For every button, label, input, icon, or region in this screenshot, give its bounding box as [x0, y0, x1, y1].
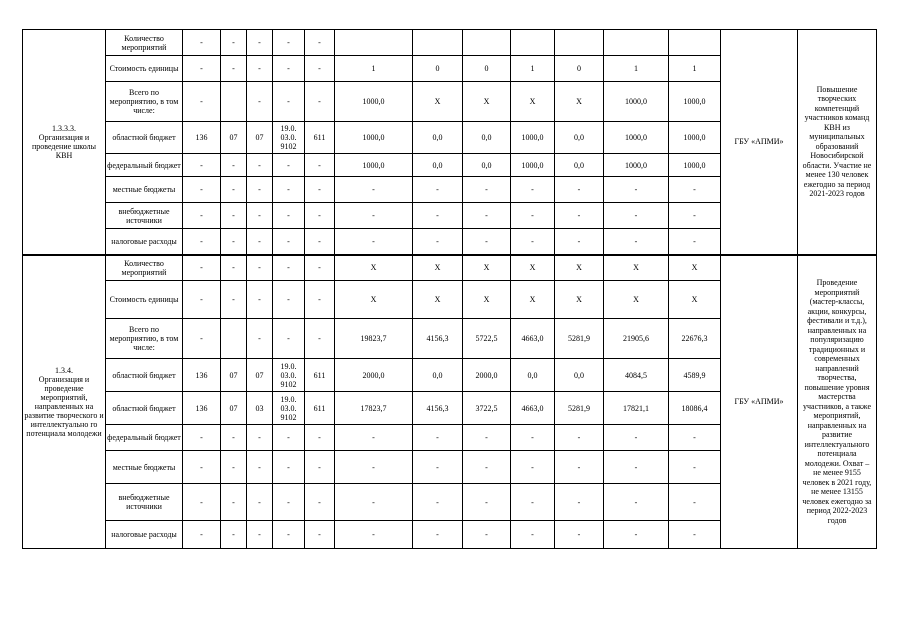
- value-cell: -: [604, 451, 669, 484]
- value-cell: -: [555, 484, 604, 521]
- value-cell: 0,0: [413, 122, 463, 154]
- value-cell: 19823,7: [335, 319, 413, 359]
- value-cell: 0: [463, 56, 511, 82]
- row-label-cell: федеральный бюджет: [106, 425, 183, 451]
- value-cell: -: [335, 203, 413, 229]
- value-cell: -: [604, 521, 669, 549]
- row-label-cell: налоговые расходы: [106, 229, 183, 255]
- value-cell: X: [604, 281, 669, 319]
- budget-code-cell: -: [247, 177, 273, 203]
- budget-code-cell: -: [305, 30, 335, 56]
- value-cell: 1000,0: [511, 122, 555, 154]
- value-cell: 1000,0: [604, 154, 669, 177]
- budget-code-cell: 03: [247, 392, 273, 425]
- value-cell: -: [669, 521, 721, 549]
- budget-code-cell: -: [247, 82, 273, 122]
- value-cell: X: [463, 255, 511, 281]
- budget-code-cell: -: [247, 319, 273, 359]
- budget-code-cell: 611: [305, 359, 335, 392]
- budget-code-cell: -: [273, 281, 305, 319]
- value-cell: -: [604, 484, 669, 521]
- value-cell: X: [555, 82, 604, 122]
- budget-code-cell: -: [183, 203, 221, 229]
- measure-name-cell: 1.3.3.3. Организация и проведение школы КВН: [23, 30, 106, 255]
- budget-code-cell: -: [183, 451, 221, 484]
- budget-code-cell: 07: [221, 122, 247, 154]
- value-cell: -: [335, 177, 413, 203]
- budget-code-cell: -: [221, 203, 247, 229]
- budget-code-cell: -: [273, 154, 305, 177]
- value-cell: 1000,0: [669, 154, 721, 177]
- value-cell: -: [463, 484, 511, 521]
- budget-code-cell: -: [247, 154, 273, 177]
- value-cell: 0,0: [413, 154, 463, 177]
- budget-table-body: [23, 30, 877, 549]
- table-row: [23, 30, 877, 56]
- budget-code-cell: -: [305, 255, 335, 281]
- value-cell: -: [669, 484, 721, 521]
- budget-code-cell: 19.0. 03.0. 9102: [273, 392, 305, 425]
- budget-code-cell: -: [247, 203, 273, 229]
- budget-code-cell: -: [221, 425, 247, 451]
- budget-code-cell: -: [221, 30, 247, 56]
- value-cell: 1: [604, 56, 669, 82]
- value-cell: X: [335, 281, 413, 319]
- value-cell: -: [463, 521, 511, 549]
- value-cell: 1000,0: [335, 154, 413, 177]
- value-cell: X: [669, 281, 721, 319]
- budget-code-cell: -: [273, 56, 305, 82]
- value-cell: -: [511, 484, 555, 521]
- value-cell: -: [511, 451, 555, 484]
- value-cell: 4589,9: [669, 359, 721, 392]
- value-cell: -: [511, 177, 555, 203]
- budget-code-cell: 136: [183, 122, 221, 154]
- value-cell: 2000,0: [463, 359, 511, 392]
- budget-code-cell: 07: [221, 359, 247, 392]
- budget-code-cell: -: [247, 484, 273, 521]
- value-cell: -: [604, 177, 669, 203]
- budget-code-cell: -: [273, 484, 305, 521]
- budget-code-cell: 136: [183, 359, 221, 392]
- value-cell: X: [511, 281, 555, 319]
- value-cell: X: [335, 255, 413, 281]
- budget-code-cell: 19.0. 03.0. 9102: [273, 122, 305, 154]
- value-cell: -: [463, 177, 511, 203]
- value-cell: 17821,1: [604, 392, 669, 425]
- value-cell: -: [555, 425, 604, 451]
- budget-code-cell: -: [247, 425, 273, 451]
- budget-code-cell: -: [183, 255, 221, 281]
- budget-code-cell: -: [305, 521, 335, 549]
- budget-code-cell: -: [273, 319, 305, 359]
- budget-code-cell: -: [221, 451, 247, 484]
- budget-code-cell: [221, 82, 247, 122]
- value-cell: [463, 30, 511, 56]
- value-cell: X: [555, 281, 604, 319]
- budget-code-cell: -: [221, 177, 247, 203]
- budget-code-cell: -: [247, 521, 273, 549]
- value-cell: 1: [335, 56, 413, 82]
- budget-code-cell: 07: [221, 392, 247, 425]
- budget-code-cell: -: [305, 319, 335, 359]
- value-cell: -: [335, 484, 413, 521]
- value-cell: -: [463, 229, 511, 255]
- value-cell: -: [555, 177, 604, 203]
- budget-code-cell: -: [183, 177, 221, 203]
- value-cell: [604, 30, 669, 56]
- budget-code-cell: -: [247, 255, 273, 281]
- value-cell: [669, 30, 721, 56]
- budget-code-cell: -: [305, 56, 335, 82]
- value-cell: 4156,3: [413, 392, 463, 425]
- budget-code-cell: -: [247, 281, 273, 319]
- value-cell: 1000,0: [669, 82, 721, 122]
- value-cell: -: [413, 203, 463, 229]
- value-cell: 21905,6: [604, 319, 669, 359]
- budget-code-cell: 07: [247, 122, 273, 154]
- value-cell: [413, 30, 463, 56]
- value-cell: 17823,7: [335, 392, 413, 425]
- budget-code-cell: -: [305, 229, 335, 255]
- budget-code-cell: -: [305, 154, 335, 177]
- expected-result-cell: Повышение творческих компетенций участников команд КВН из муниципальных образований Новосибирской области. Участие не менее 130 человек ежегодно за период 2021-2023 годов: [798, 30, 877, 255]
- value-cell: 22676,3: [669, 319, 721, 359]
- value-cell: -: [335, 425, 413, 451]
- budget-code-cell: -: [273, 203, 305, 229]
- value-cell: 1000,0: [604, 82, 669, 122]
- budget-code-cell: -: [273, 177, 305, 203]
- budget-code-cell: -: [273, 521, 305, 549]
- budget-code-cell: -: [183, 484, 221, 521]
- expected-result-cell: Проведение мероприятий (мастер-классы, акции, конкурсы, фестивали и т.д.), направленных на популяризацию традиционных и современных направлений творчества, повышение уровня мастерства участников, а также мероприятий, направленных на развитие интеллектуального потенциала молодежи. Охват – не менее 9155 человек в 2021 году, не менее 13155 человек ежегодно за период 2022-2023 годов: [798, 255, 877, 549]
- row-label-cell: внебюджетные источники: [106, 203, 183, 229]
- row-label-cell: областной бюджет: [106, 359, 183, 392]
- value-cell: 4084,5: [604, 359, 669, 392]
- value-cell: 0: [413, 56, 463, 82]
- value-cell: 1000,0: [669, 122, 721, 154]
- value-cell: 1: [511, 56, 555, 82]
- executor-cell: ГБУ «АПМИ»: [721, 255, 798, 549]
- budget-code-cell: -: [273, 30, 305, 56]
- budget-code-cell: -: [305, 451, 335, 484]
- value-cell: X: [413, 82, 463, 122]
- budget-code-cell: -: [273, 82, 305, 122]
- value-cell: 2000,0: [335, 359, 413, 392]
- row-label-cell: местные бюджеты: [106, 451, 183, 484]
- executor-cell: ГБУ «АПМИ»: [721, 30, 798, 255]
- budget-code-cell: -: [305, 203, 335, 229]
- budget-code-cell: -: [221, 154, 247, 177]
- value-cell: X: [511, 82, 555, 122]
- value-cell: X: [669, 255, 721, 281]
- budget-code-cell: 19.0. 03.0. 9102: [273, 359, 305, 392]
- value-cell: -: [463, 451, 511, 484]
- value-cell: 1000,0: [335, 122, 413, 154]
- budget-code-cell: -: [221, 255, 247, 281]
- value-cell: 0,0: [463, 154, 511, 177]
- row-label-cell: Стоимость единицы: [106, 56, 183, 82]
- value-cell: -: [669, 425, 721, 451]
- value-cell: -: [335, 451, 413, 484]
- value-cell: 0,0: [555, 359, 604, 392]
- budget-code-cell: -: [305, 484, 335, 521]
- budget-code-cell: 136: [183, 392, 221, 425]
- value-cell: 5722,5: [463, 319, 511, 359]
- value-cell: -: [463, 425, 511, 451]
- value-cell: -: [413, 484, 463, 521]
- budget-code-cell: 611: [305, 122, 335, 154]
- row-label-cell: федеральный бюджет: [106, 154, 183, 177]
- value-cell: 4663,0: [511, 319, 555, 359]
- row-label-cell: Всего по мероприятию, в том числе:: [106, 82, 183, 122]
- budget-code-cell: -: [183, 521, 221, 549]
- measure-name-cell: 1.3.4. Организация и проведение мероприятий, направленных на развитие творческого и интеллектуально го потенциала молодежи: [23, 255, 106, 549]
- row-label-cell: внебюджетные источники: [106, 484, 183, 521]
- budget-code-cell: -: [273, 229, 305, 255]
- value-cell: -: [463, 203, 511, 229]
- value-cell: [555, 30, 604, 56]
- value-cell: -: [413, 425, 463, 451]
- value-cell: [335, 30, 413, 56]
- budget-code-cell: -: [247, 30, 273, 56]
- row-label-cell: налоговые расходы: [106, 521, 183, 549]
- budget-code-cell: -: [183, 281, 221, 319]
- budget-code-cell: -: [183, 229, 221, 255]
- budget-code-cell: -: [247, 451, 273, 484]
- value-cell: -: [413, 229, 463, 255]
- row-label-cell: Количество мероприятий: [106, 30, 183, 56]
- row-label-cell: областной бюджет: [106, 122, 183, 154]
- budget-code-cell: -: [183, 154, 221, 177]
- value-cell: X: [413, 255, 463, 281]
- value-cell: [511, 30, 555, 56]
- value-cell: -: [555, 521, 604, 549]
- budget-code-cell: -: [221, 229, 247, 255]
- value-cell: 0,0: [555, 122, 604, 154]
- value-cell: 0,0: [413, 359, 463, 392]
- value-cell: 3722,5: [463, 392, 511, 425]
- row-label-cell: областной бюджет: [106, 392, 183, 425]
- budget-code-cell: -: [247, 229, 273, 255]
- value-cell: -: [669, 203, 721, 229]
- value-cell: X: [463, 82, 511, 122]
- value-cell: -: [413, 177, 463, 203]
- budget-code-cell: -: [221, 56, 247, 82]
- budget-code-cell: -: [273, 451, 305, 484]
- value-cell: -: [669, 229, 721, 255]
- value-cell: -: [669, 177, 721, 203]
- budget-code-cell: -: [305, 82, 335, 122]
- value-cell: X: [413, 281, 463, 319]
- row-label-cell: Стоимость единицы: [106, 281, 183, 319]
- value-cell: 0,0: [555, 154, 604, 177]
- value-cell: -: [413, 521, 463, 549]
- value-cell: X: [463, 281, 511, 319]
- budget-code-cell: -: [183, 30, 221, 56]
- value-cell: X: [511, 255, 555, 281]
- value-cell: -: [555, 451, 604, 484]
- value-cell: 4663,0: [511, 392, 555, 425]
- budget-code-cell: 07: [247, 359, 273, 392]
- budget-code-cell: -: [247, 56, 273, 82]
- budget-code-cell: -: [183, 425, 221, 451]
- value-cell: -: [669, 451, 721, 484]
- value-cell: -: [604, 229, 669, 255]
- value-cell: 1: [669, 56, 721, 82]
- budget-code-cell: -: [221, 521, 247, 549]
- budget-code-cell: 611: [305, 392, 335, 425]
- value-cell: -: [511, 425, 555, 451]
- table-row: [23, 255, 877, 281]
- value-cell: -: [604, 203, 669, 229]
- value-cell: 0: [555, 56, 604, 82]
- value-cell: -: [335, 521, 413, 549]
- budget-table: [22, 29, 877, 549]
- value-cell: X: [604, 255, 669, 281]
- row-label-cell: Количество мероприятий: [106, 255, 183, 281]
- budget-code-cell: -: [221, 484, 247, 521]
- value-cell: 5281,9: [555, 392, 604, 425]
- budget-code-cell: -: [183, 82, 221, 122]
- budget-code-cell: -: [221, 281, 247, 319]
- budget-code-cell: [221, 319, 247, 359]
- row-label-cell: местные бюджеты: [106, 177, 183, 203]
- budget-code-cell: -: [305, 177, 335, 203]
- value-cell: -: [511, 229, 555, 255]
- value-cell: 0,0: [463, 122, 511, 154]
- value-cell: -: [604, 425, 669, 451]
- value-cell: 0,0: [511, 359, 555, 392]
- budget-code-cell: -: [183, 56, 221, 82]
- value-cell: -: [511, 521, 555, 549]
- value-cell: 1000,0: [604, 122, 669, 154]
- budget-code-cell: -: [273, 425, 305, 451]
- value-cell: 4156,3: [413, 319, 463, 359]
- budget-code-cell: -: [305, 425, 335, 451]
- budget-code-cell: -: [273, 255, 305, 281]
- value-cell: X: [555, 255, 604, 281]
- value-cell: -: [511, 203, 555, 229]
- budget-code-cell: -: [305, 281, 335, 319]
- budget-code-cell: -: [183, 319, 221, 359]
- value-cell: -: [555, 229, 604, 255]
- value-cell: 5281,9: [555, 319, 604, 359]
- value-cell: -: [413, 451, 463, 484]
- value-cell: 1000,0: [335, 82, 413, 122]
- value-cell: -: [555, 203, 604, 229]
- value-cell: 18086,4: [669, 392, 721, 425]
- row-label-cell: Всего по мероприятию, в том числе:: [106, 319, 183, 359]
- value-cell: 1000,0: [511, 154, 555, 177]
- value-cell: -: [335, 229, 413, 255]
